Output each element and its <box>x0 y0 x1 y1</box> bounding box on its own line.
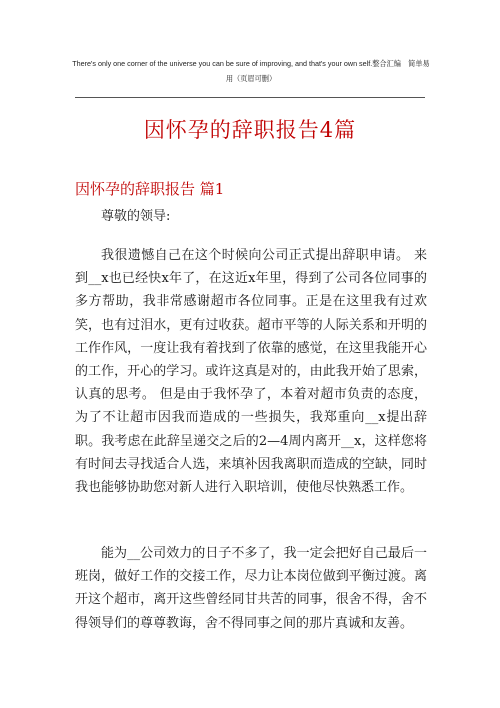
body-paragraph-1: 我很遗憾自己在这个时候向公司正式提出辞职申请。 来到__x也已经快x年了，在这近x年里，得到了公司各位同事的多方帮助，我非常感谢超市各位同事。正是在这里我有过欢笑，也有过泪水，更有过收获。超市平等的人际关系和开明的工作作风，一度让我有着找到了依靠的感觉，在这里我能开心的工作，开心的学习。或许这真是对的，由此我开始了思索，认真的思考。 但是由于我怀孕了，本着对超市负责的态度，为了不让超市因我而造成的一些损失，我郑重向__x提出辞职。我考虑在此辞呈递交之后的2—4周内离开__x，这样您将有时间去寻找适合人选，来填补因我离职而造成的空缺，同时我也能够协助您对新人进行入职培训，使他尽快熟悉工作。 <box>75 248 427 496</box>
salutation: 尊敬的领导: <box>101 209 171 224</box>
header-divider <box>75 97 425 98</box>
document-title: 因怀孕的辞职报告4篇 <box>143 118 357 142</box>
page-header-note: There's only one corner of the universe you can be sure of improving, and that's your own self.整合汇编 简单易用（页眉可删） <box>72 59 430 83</box>
body-paragraph-2: 能为__公司效力的日子不多了，我一定会把好自己最后一班岗，做好工作的交接工作，尽力让本岗位做到平衡过渡。离开这个超市，离开这些曾经同甘共苦的同事，很舍不得，舍不得领导们的尊尊教诲，舍不得同事之间的那片真诚和友善。 <box>75 546 427 631</box>
section-title: 因怀孕的辞职报告 篇1 <box>75 180 225 198</box>
